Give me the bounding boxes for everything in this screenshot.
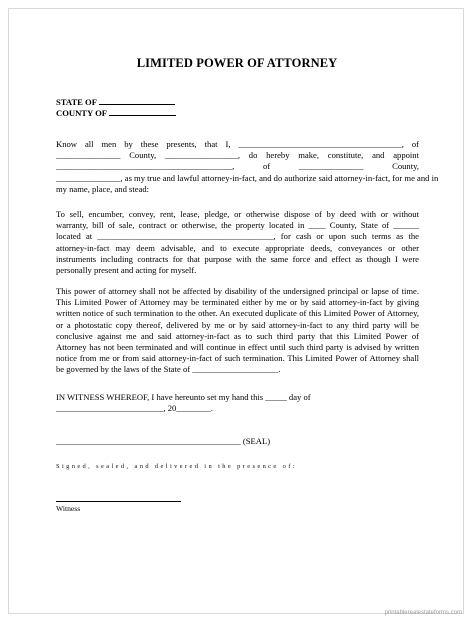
paragraph-line: To sell, encumber, convey, rent, lease, pledge, or otherwise dispose of by deed with or without [56,209,419,219]
paragraph-line: This power of attorney shall not be affected by disability of the undersigned principal or lapse of time. [56,286,419,296]
witness-signature-line [56,501,181,502]
paragraph-line: located at _________________________________________, for cash or upon such terms as the [56,231,419,242]
paragraph-line: IN WITNESS WHEREOF, I have hereunto set my hand this _____ day of [56,392,311,402]
seal-line: ___________________________________________ (SEAL) [56,436,271,446]
witness-clause [56,392,419,414]
powers-paragraph [56,209,419,276]
paragraph-line: my name, place, and stead: [56,183,150,194]
paragraph-line: This Limited Power of Attorney may be terminated either by me or by said attorney-in-fact by giving [56,297,419,308]
paragraph-line: instruments including contracts for that purpose with the same force and effect as though I were [56,253,419,264]
paragraph-line: attorney-in-fact may deem advisable, and to execute appropriate deeds, conveyances or other [56,242,419,253]
witness-label: Witness [56,504,81,513]
paragraph-line: conclusive against me and said attorney-in-fact as to such third party that this Limited Power of [56,330,419,341]
footer-url: printablerealestateforms.com [384,610,462,616]
county-of-blank [109,107,176,116]
paragraph-line: be governed by the laws of the State of ____________________. [56,364,281,375]
paragraph-line: warranty, bill of sale, contract or otherwise, the property located in ____ County, State of ______ [56,220,419,231]
paragraph-line: written notice of such termination to the other. An executed duplicate of this Limited Power of Attorney, [56,308,419,319]
paragraph-line: notice from me or from said attorney-in-fact of such termination. This Limited Power of Attorney shall [56,353,419,364]
county-of-field [56,107,176,118]
paragraph-line: or a photostatic copy thereof, delivered by me or by said attorney-in-fact to any third party will be [56,319,419,330]
paragraph-line: personally present and acting for myself. [56,265,197,276]
state-of-field [56,96,175,107]
signed-sealed-text: Signed, sealed, and delivered in the presence of: [56,463,297,470]
paragraph-line: _______________, as my true and lawful attorney-in-fact, and do authorize said attorney-in-fact, for me and in [56,172,439,183]
state-of-blank [99,96,175,105]
state-of-label: STATE OF [56,97,97,107]
paragraph-line: _________________________, 20________. [56,403,213,414]
paragraph-line: Know all men by these presents, that I, ______________________________________, of [56,139,419,149]
seal-signature-line [56,436,419,447]
termination-paragraph [56,286,419,376]
paragraph-line: Attorney has not been terminated and will continue in effect until such third party is advised by written [56,342,419,353]
paragraph-line: _________________________________________, of _______________ County, [56,161,419,172]
document-title: LIMITED POWER OF ATTORNEY [136,56,338,70]
county-of-label: COUNTY OF [56,108,107,118]
paragraph-line: _______________ County, _________________, do hereby make, constitute, and appoint [56,150,419,161]
appointment-paragraph [56,139,439,195]
